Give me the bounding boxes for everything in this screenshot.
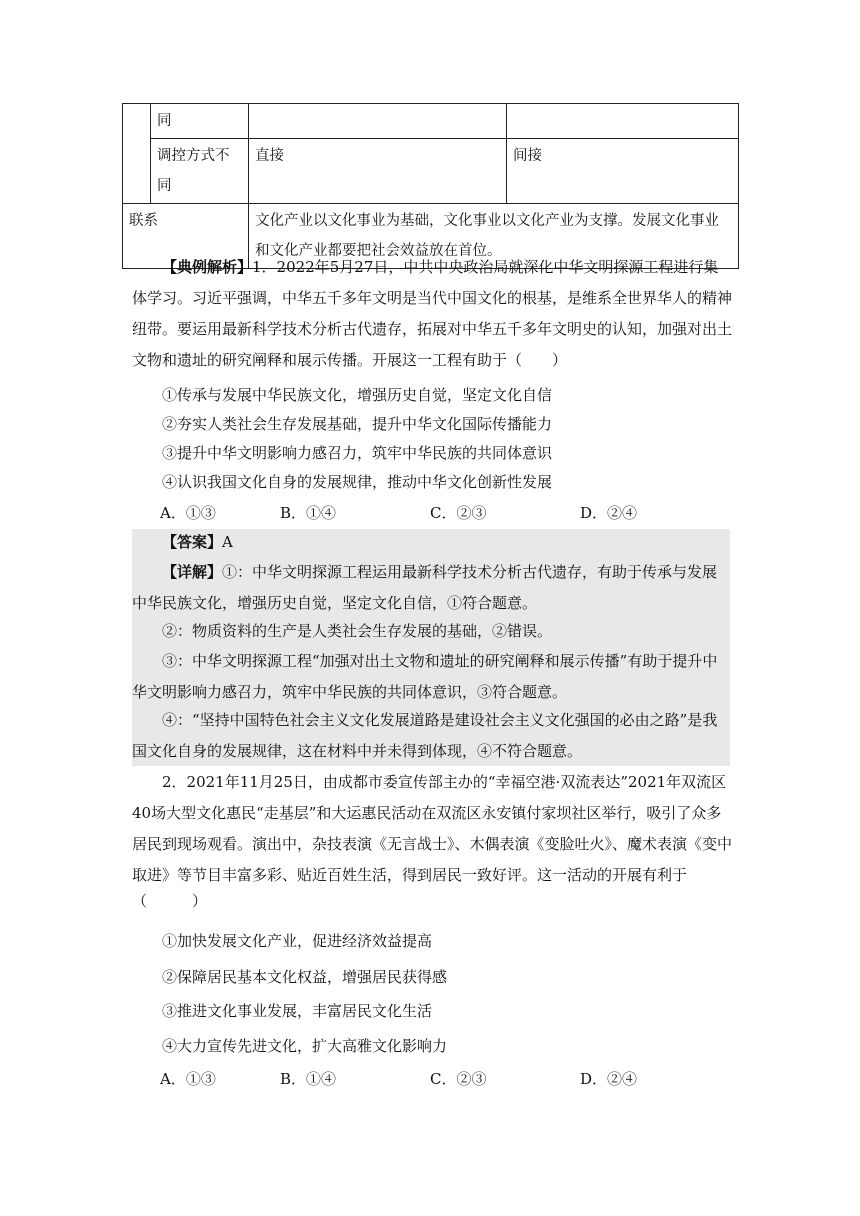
question-1-item: ④认识我国文化自身的发展规律，推动中华文化创新性发展	[162, 473, 553, 491]
detail-3: ③：中华文明探源工程“加强对出土文物和遗址的研究阐释和展示传播”有助于提升中华文明影响力感召力，筑牢中华民族的共同体意识，③符合题意。	[132, 652, 718, 701]
option-a: A．①③	[160, 1070, 216, 1088]
table-cell-label: 联系	[123, 204, 249, 269]
option-c: C．②③	[430, 1070, 487, 1088]
answer-line	[132, 527, 732, 558]
detail-4: ④：“坚持中国特色社会主义文化发展道路是建设社会主义文化强国的必由之路”是我国文化自身的发展规律，这在材料中并未得到体现，④不符合题意。	[132, 711, 718, 760]
question-1-text: 1．2022年5月27日，中共中央政治局就深化中华文明探源工程进行集体学习。习近平强调，中华五千多年文明是当代中国文化的根基，是维系全世界华人的精神纽带。要运用最新科学技术分析古代遗存，拓展对中华五千多年文明史的认知，加强对出土文物和遗址的研究阐释和展示传播。开展这一工程有助于（ ）	[132, 258, 733, 369]
table-row	[123, 139, 739, 204]
example-tag: 【典例解析】	[162, 258, 253, 276]
table-cell	[249, 104, 507, 139]
table-cell: 间接	[507, 139, 739, 204]
option-b: B．①④	[280, 1070, 337, 1088]
option-b: B．①④	[280, 504, 337, 522]
table-cell: 直接	[249, 139, 507, 204]
table-cell	[507, 104, 739, 139]
question-2-item: ①加快发展文化产业，促进经济效益提高	[162, 932, 433, 950]
question-1-options	[160, 502, 720, 528]
table-cell-empty	[123, 104, 151, 204]
answer-value: A	[222, 533, 233, 551]
question-2-item: ④大力宣传先进文化，扩大高雅文化影响力	[162, 1037, 448, 1055]
table-cell: 同	[151, 104, 249, 139]
detail-tag: 【详解】	[162, 563, 223, 581]
table-row	[123, 104, 739, 139]
option-d: D．②④	[580, 1070, 638, 1088]
question-1-item: ③提升中华文明影响力感召力，筑牢中华民族的共同体意识	[162, 444, 553, 462]
option-d: D．②④	[580, 504, 638, 522]
question-1-item: ①传承与发展中华民族文化，增强历史自觉，坚定文化自信	[162, 386, 553, 404]
question-2-stem: 2．2021年11月25日，由成都市委宣传部主办的“幸福空港·双流表达”2021年双流区40场大型文化惠民“走基层”和大运惠民活动在双流区永安镇付家坝社区举行，吸引了众多居民到现场观看。演出中，杂技表演《无言战士》、木偶表演《变脸吐火》、魔术表演《变中取进》等节目丰富多彩、贴近百姓生活，得到居民一致好评。这一活动的开展有利于	[132, 773, 733, 884]
detail-1: 【详解】①：中华文明探源工程运用最新科学技术分析古代遗存，有助于传承与发展中华民族文化，增强历史自觉，坚定文化自信，①符合题意。	[132, 563, 718, 612]
table-cell: 调控方式不同	[151, 139, 249, 204]
detail-2: ②：物质资料的生产是人类社会生存发展的基础，②错误。	[162, 622, 553, 640]
comparison-table	[122, 103, 739, 269]
table-cell-text: 文化产业以文化事业为基础，文化事业以文化产业为支撑。发展文化事业和文化产业都要把社会效益放在首位。	[249, 204, 739, 269]
answer-tag: 【答案】	[162, 533, 223, 551]
question-1-item: ②夯实人类社会生存发展基础，提升中华文化国际传播能力	[162, 415, 553, 433]
option-c: C．②③	[430, 504, 487, 522]
option-a: A．①③	[160, 504, 216, 522]
question-2-paren: （ ）	[132, 892, 208, 910]
question-1-stem	[132, 252, 732, 376]
question-2-item: ②保障居民基本文化权益，增强居民获得感	[162, 968, 448, 986]
question-2-item: ③推进文化事业发展，丰富居民文化生活	[162, 1002, 433, 1020]
question-2-options	[160, 1068, 720, 1094]
